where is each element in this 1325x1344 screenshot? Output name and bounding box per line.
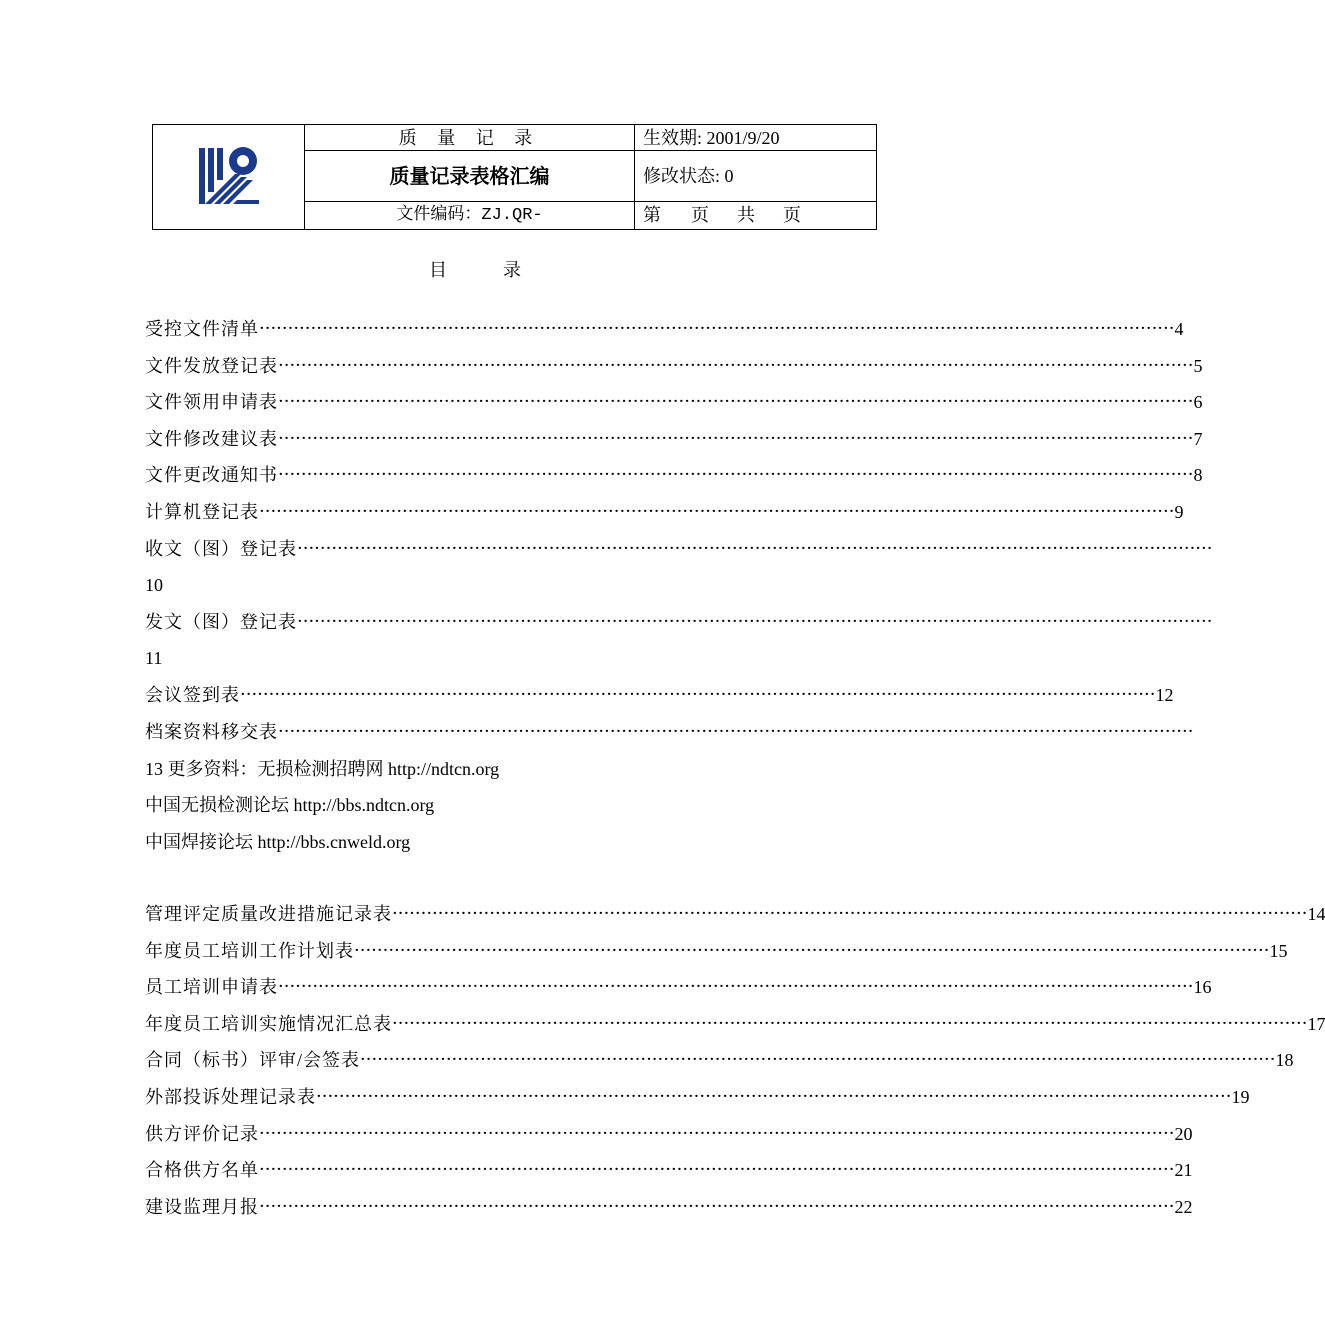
leader-dots: ································································································································································ <box>354 940 1270 961</box>
leader-dots: ································································································································································ <box>360 1049 1276 1070</box>
toc-entry[interactable]: 管理评定质量改进措施记录表 ································································································································································ 14 <box>145 903 1325 924</box>
toc-entry[interactable]: 供方评价记录 ································································································································································ 20 <box>145 1123 1193 1144</box>
toc-entry-wrapped[interactable]: 收文（图）登记表 ································································································································································ <box>145 538 1213 559</box>
leader-dots: ································································································································································ <box>297 611 1213 632</box>
leader-dots: ································································································································································ <box>278 721 1194 742</box>
toc-entry[interactable]: 员工培训申请表 ································································································································································ 16 <box>145 976 1212 997</box>
leader-dots: ································································································································································ <box>297 538 1213 559</box>
toc-entry-page: 10 <box>145 575 163 595</box>
toc-entry[interactable]: 外部投诉处理记录表 ································································································································································ 19 <box>145 1086 1250 1107</box>
document-header-table <box>152 124 877 230</box>
toc-entry-wrapped[interactable]: 档案资料移交表 ································································································································································ <box>145 721 1194 742</box>
toc-entry[interactable]: 会议签到表 ································································································································································ 12 <box>145 684 1174 705</box>
forum-link-weld[interactable]: 中国焊接论坛 http://bbs.cnweld.org <box>145 832 411 852</box>
leader-dots: ································································································································································ <box>278 428 1194 449</box>
toc-entry[interactable]: 年度员工培训工作计划表 ································································································································································ 15 <box>145 940 1288 961</box>
toc-entry-wrapped[interactable]: 发文（图）登记表 ································································································································································ <box>145 611 1213 632</box>
toc-entry[interactable]: 文件领用申请表 ································································································································································ 6 <box>145 391 1203 412</box>
category-label: 质 量 记 录 <box>305 125 635 151</box>
leader-dots: ································································································································································ <box>316 1086 1232 1107</box>
forum-link-ndt[interactable]: 中国无损检测论坛 http://bbs.ndtcn.org <box>145 795 435 815</box>
leader-dots: ································································································································································ <box>278 355 1194 376</box>
page-count: 第 页 共 页 <box>635 201 877 229</box>
leader-dots: ································································································································································ <box>278 391 1194 412</box>
toc-entry-page: 11 <box>145 648 163 668</box>
toc-entry[interactable]: 建设监理月报 ································································································································································ 22 <box>145 1196 1193 1217</box>
toc-entry[interactable]: 受控文件清单 ································································································································································ 4 <box>145 318 1184 339</box>
leader-dots: ································································································································································ <box>259 501 1175 522</box>
leader-dots: ································································································································································ <box>392 1013 1308 1034</box>
toc-entry[interactable]: 合格供方名单 ································································································································································ 21 <box>145 1159 1193 1180</box>
leader-dots: ································································································································································ <box>259 318 1175 339</box>
document-code: 文件编码：ZJ.QR- <box>305 201 635 229</box>
toc-entry[interactable]: 年度员工培训实施情况汇总表 ································································································································································ 17 <box>145 1013 1325 1034</box>
effective-date: 生效期: 2001/9/20 <box>635 125 877 151</box>
toc-heading: 目 录 <box>429 260 521 280</box>
revision-status: 修改状态: 0 <box>635 151 877 201</box>
leader-dots: ································································································································································ <box>392 903 1308 924</box>
logo-cell <box>153 125 305 230</box>
leader-dots: ································································································································································ <box>278 976 1194 997</box>
leader-dots: ································································································································································ <box>259 1159 1175 1180</box>
leader-dots: ································································································································································ <box>259 1196 1175 1217</box>
toc-entry[interactable]: 文件修改建议表 ································································································································································ 7 <box>145 428 1203 449</box>
toc-entry[interactable]: 合同（标书）评审/会签表 ································································································································································ 18 <box>145 1049 1294 1070</box>
more-resources-line[interactable]: 13 更多资料：无损检测招聘网 http://ndtcn.org <box>145 759 500 779</box>
company-logo-icon <box>197 146 261 206</box>
document-title: 质量记录表格汇编 <box>305 151 635 201</box>
toc-entry[interactable]: 文件发放登记表 ································································································································································ 5 <box>145 355 1203 376</box>
leader-dots: ································································································································································ <box>240 684 1156 705</box>
leader-dots: ································································································································································ <box>259 1123 1175 1144</box>
toc-entry[interactable]: 文件更改通知书 ································································································································································ 8 <box>145 464 1203 485</box>
leader-dots: ································································································································································ <box>278 464 1194 485</box>
toc-entry[interactable]: 计算机登记表 ································································································································································ 9 <box>145 501 1184 522</box>
